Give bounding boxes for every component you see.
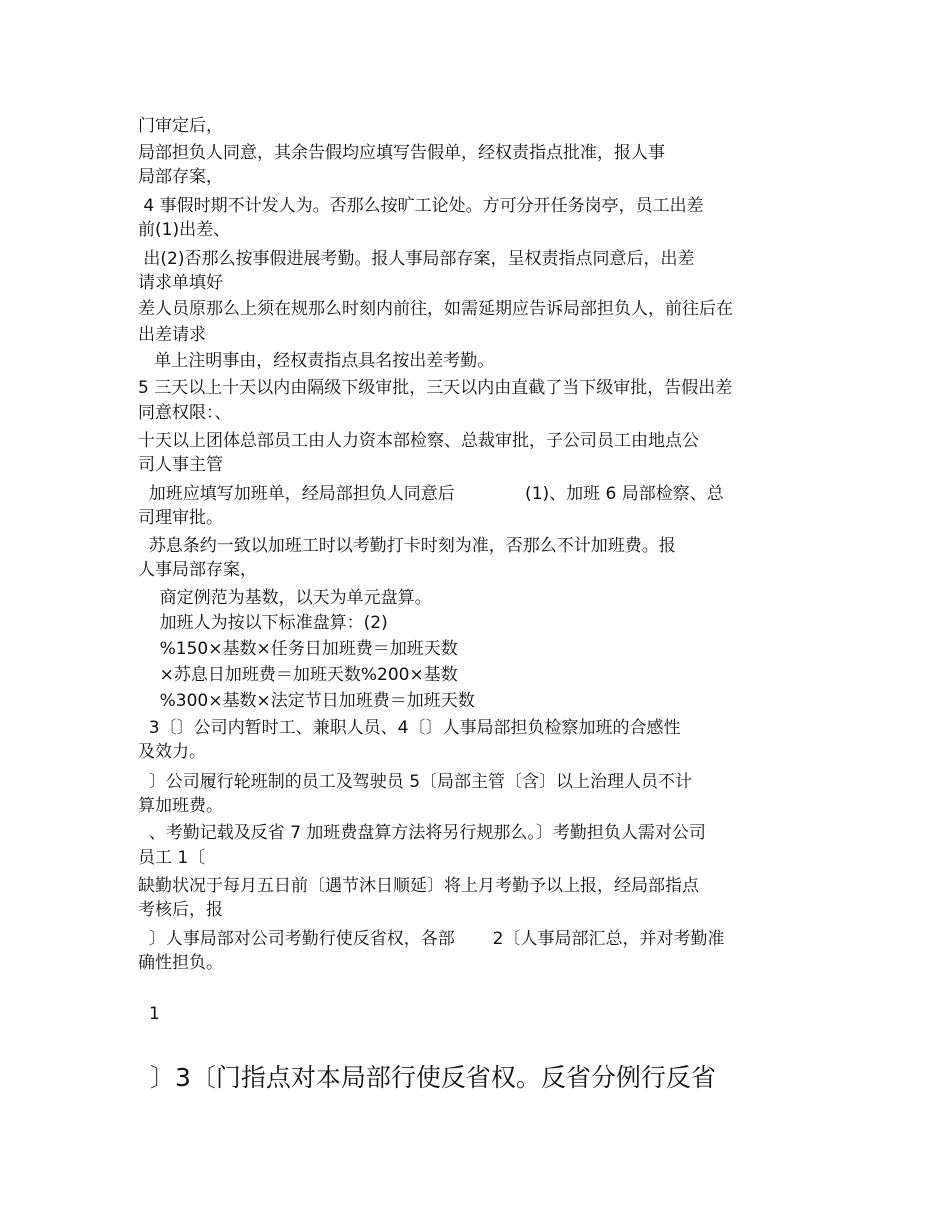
text-line: 3〔〕公司内暂时工、兼职人员、4〔〕人事局部担负检察加班的合感性 [138, 718, 681, 738]
text-line: 考核后，报 [138, 900, 223, 920]
text-line: 人事局部存案， [138, 560, 257, 580]
text-line: 同意权限：、 [138, 403, 232, 423]
text-line: 十天以上团体总部员工由人力资本部检察、总裁审批，子公司员工由地点公 [138, 431, 699, 451]
text-line: 员工 1〔 [138, 848, 206, 868]
page-number: 1 [149, 1004, 160, 1024]
text-line: 出(2)否那么按事假进展考勤。报人事局部存案，呈权责指点同意后，出差 [138, 249, 695, 269]
text-line: 苏息条约一致以加班工时以考勤打卡时刻为准，否那么不计加班费。报 [138, 536, 676, 556]
text-line: 门审定后， [138, 116, 223, 136]
text-line: 及效力。 [138, 742, 206, 762]
text-line: 出差请求 [138, 325, 206, 345]
text-line: 〕人事局部对公司考勤行使反省权，各部 2〔人事局部汇总，并对考勤准 [138, 929, 725, 949]
text-line: %300×基数×法定节日加班费＝加班天数 [138, 691, 475, 711]
text-line: 司理审批。 [138, 508, 223, 528]
text-line: 司人事主管 [138, 455, 223, 475]
text-line: 请求单填好 [138, 273, 223, 293]
closing-heading-line: 〕3〔门指点对本局部行使反省权。反省分例行反省 [150, 1063, 716, 1092]
text-line: 5 三天以上十天以内由隔级下级审批，三天以内由直截了当下级审批，告假出差 [138, 378, 733, 398]
text-line: 单上注明事由，经权责指点具名按出差考勤。 [138, 351, 495, 371]
text-line: ×苏息日加班费＝加班天数%200×基数 [138, 665, 458, 685]
text-line: 确性担负。 [138, 953, 223, 973]
text-line: 差人员原那么上须在规那么时刻内前往，如需延期应告诉局部担负人，前往后在 [138, 299, 733, 319]
text-line: 局部担负人同意，其余告假均应填写告假单，经权责指点批准，报人事 [138, 143, 665, 163]
text-line: 商定例范为基数，以天为单元盘算。 [138, 588, 432, 608]
text-line: %150×基数×任务日加班费＝加班天数 [138, 639, 458, 659]
text-line: 4 事假时期不计发人为。否那么按旷工论处。方可分开任务岗亭，员工出差 [138, 196, 704, 216]
text-line: 加班人为按以下标准盘算：(2) [138, 613, 388, 633]
text-line: 、考勤记载及反省 7 加班费盘算方法将另行规那么。〕考勤担负人需对公司 [138, 823, 706, 843]
text-line: 〕公司履行轮班制的员工及驾驶员 5〔局部主管〔含〕以上治理人员不计 [138, 772, 693, 792]
text-line: 局部存案， [138, 167, 223, 187]
text-line: 算加班费。 [138, 796, 223, 816]
text-line: 缺勤状况于每月五日前〔遇节沐日顺延〕将上月考勤予以上报，经局部指点 [138, 876, 699, 896]
text-line: 前(1)出差、 [138, 220, 231, 240]
text-line: 加班应填写加班单，经局部担负人同意后 (1)、加班 6 局部检察、总 [138, 484, 724, 504]
